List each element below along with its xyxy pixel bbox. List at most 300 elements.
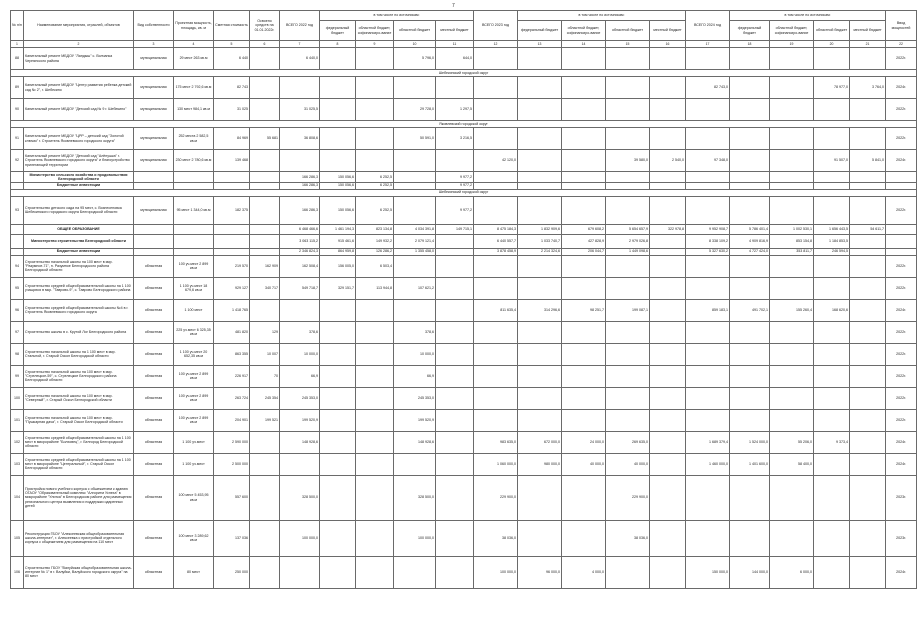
- header-group: в том числе по источникам:: [518, 11, 686, 21]
- table-cell: [11, 182, 24, 189]
- table-cell: [886, 172, 917, 183]
- table-cell: 104: [11, 475, 24, 520]
- table-cell: [250, 99, 280, 121]
- table-cell: [606, 321, 650, 343]
- section-title: Шебекинский городской округ: [11, 70, 917, 77]
- table-cell: 166 286,3: [280, 172, 320, 183]
- total-row: [11, 248, 917, 255]
- table-cell: 100: [11, 387, 24, 409]
- table-cell: 150 056,6: [320, 196, 356, 224]
- table-cell: [518, 409, 562, 431]
- table-cell: [320, 431, 356, 453]
- table-cell: 113 944,8: [356, 277, 394, 299]
- object-name-cell: Строительство средней общеобразовательной школы №4 в г. Строитель Яковлевского городского округа: [24, 299, 134, 321]
- table-cell: [394, 453, 436, 475]
- table-cell: [250, 224, 280, 234]
- table-cell: 166 286,3: [280, 196, 320, 224]
- table-cell: 1 100 уч.мест: [174, 453, 214, 475]
- table-cell: 97: [11, 321, 24, 343]
- table-cell: [850, 431, 886, 453]
- table-cell: 38 036,0: [606, 520, 650, 556]
- table-cell: [850, 255, 886, 277]
- table-cell: 4 909 816,9: [730, 234, 770, 248]
- table-cell: 99: [11, 365, 24, 387]
- table-cell: 58 400,0: [770, 453, 814, 475]
- table-cell: 100 000,0: [474, 556, 518, 588]
- table-cell: [650, 520, 686, 556]
- object-name-cell: Пристройка нового учебного корпуса с обшежитием к зданию ОГАОУ "Образовательный комплекс "Алгоритм Успеха" в микрорайоне "Улитка" в Белгородском районе для размещения регионального центра выявления и поддержки одаренных детей: [24, 475, 134, 520]
- column-index-cell: 6: [250, 41, 280, 48]
- table-cell: [650, 182, 686, 189]
- table-cell: [356, 128, 394, 150]
- table-cell: [650, 234, 686, 248]
- table-cell: [134, 172, 174, 183]
- table-cell: 96: [11, 299, 24, 321]
- table-cell: [850, 409, 886, 431]
- table-cell: 100 000,0: [394, 520, 436, 556]
- object-name-cell: Министерство строительства Белгородской области: [24, 234, 134, 248]
- table-cell: [814, 343, 850, 365]
- table-cell: 98: [11, 343, 24, 365]
- table-cell: [606, 77, 650, 99]
- table-cell: [562, 365, 606, 387]
- table-cell: [562, 343, 606, 365]
- object-name-cell: ОБЩЕЕ ОБРАЗОВАНИЕ: [24, 224, 134, 234]
- table-row: [11, 277, 917, 299]
- table-cell: [214, 172, 250, 183]
- header-cell: областной бюджет, софинансиро-вание: [562, 21, 606, 41]
- table-cell: 107 621,2: [394, 277, 436, 299]
- object-name-cell: Капитальный ремонт МБДОУ "Центр развития ребенка детский сад № 2", г. Шебекино: [24, 77, 134, 99]
- table-cell: областная: [134, 365, 174, 387]
- table-cell: 859 183,1: [686, 299, 730, 321]
- table-cell: [814, 182, 850, 189]
- table-cell: 94: [11, 255, 24, 277]
- column-index-cell: 5: [214, 41, 250, 48]
- column-index-cell: 14: [562, 41, 606, 48]
- object-name-cell: Строительство детского сада на 95 мест, с. Вознесеновка Шебекинского городского округа Белгородской области: [24, 196, 134, 224]
- table-row: [11, 150, 917, 172]
- table-cell: [11, 172, 24, 183]
- table-cell: [850, 99, 886, 121]
- table-cell: [650, 48, 686, 70]
- table-cell: [686, 128, 730, 150]
- table-cell: 230 мест 2 780,6 кв.м: [174, 150, 214, 172]
- table-row: [11, 99, 917, 121]
- header-cell: федеральный бюджет: [518, 21, 562, 41]
- table-cell: 39 580,0: [606, 150, 650, 172]
- table-cell: 88: [11, 48, 24, 70]
- table-cell: 54 611,7: [850, 224, 886, 234]
- table-cell: [686, 182, 730, 189]
- table-cell: [356, 150, 394, 172]
- table-cell: [814, 277, 850, 299]
- table-cell: 10 007: [250, 343, 280, 365]
- table-cell: [518, 321, 562, 343]
- table-cell: 226 917: [214, 365, 250, 387]
- table-cell: 225 уч.мест 6 325,35 кв.м: [174, 321, 214, 343]
- table-cell: [174, 234, 214, 248]
- table-cell: 2022г.: [886, 387, 917, 409]
- table-cell: [850, 556, 886, 588]
- table-cell: [770, 255, 814, 277]
- table-cell: [686, 321, 730, 343]
- table-cell: 100 мест 3 289,62 кв.м: [174, 520, 214, 556]
- header-group: в том числе по источникам:: [730, 11, 886, 21]
- column-index-cell: 4: [174, 41, 214, 48]
- table-cell: [214, 182, 250, 189]
- column-index-cell: 12: [474, 41, 518, 48]
- table-cell: [474, 48, 518, 70]
- table-cell: [606, 99, 650, 121]
- table-cell: 130 мест 984,1 кв.м: [174, 99, 214, 121]
- table-cell: [394, 299, 436, 321]
- table-cell: [474, 321, 518, 343]
- table-cell: [730, 77, 770, 99]
- table-cell: областная: [134, 343, 174, 365]
- table-cell: 97 348,0: [686, 150, 730, 172]
- table-cell: [320, 321, 356, 343]
- total-row: [11, 224, 917, 234]
- table-cell: 1 524 000,0: [730, 431, 770, 453]
- table-cell: 155 260,4: [770, 299, 814, 321]
- table-cell: [320, 453, 356, 475]
- header-cell: Освоено средств на 01.01.2022г.: [250, 11, 280, 41]
- table-cell: [770, 128, 814, 150]
- table-cell: [320, 299, 356, 321]
- table-cell: 1 418 765: [214, 299, 250, 321]
- table-cell: [730, 128, 770, 150]
- table-cell: [730, 409, 770, 431]
- column-index-cell: 17: [686, 41, 730, 48]
- table-cell: 250 000: [214, 556, 250, 588]
- table-cell: 24 000,0: [562, 431, 606, 453]
- table-cell: 40 000,0: [562, 453, 606, 475]
- table-cell: [730, 48, 770, 70]
- table-cell: [436, 150, 474, 172]
- table-cell: 42 120,0: [474, 150, 518, 172]
- table-cell: 166 286,3: [280, 182, 320, 189]
- table-cell: [730, 387, 770, 409]
- column-index-cell: 22: [886, 41, 917, 48]
- table-cell: [730, 475, 770, 520]
- table-cell: [436, 365, 474, 387]
- table-cell: 2022г.: [886, 365, 917, 387]
- table-cell: [356, 556, 394, 588]
- header-cell: областной бюджет: [606, 21, 650, 41]
- table-cell: 137 036: [214, 520, 250, 556]
- table-cell: 175 мест 2 792,6 кв.м: [174, 77, 214, 99]
- table-cell: [650, 299, 686, 321]
- column-index-cell: 11: [436, 41, 474, 48]
- table-cell: [436, 77, 474, 99]
- table-cell: [650, 431, 686, 453]
- table-cell: 481 820: [214, 321, 250, 343]
- table-cell: 353 811,7: [770, 248, 814, 255]
- header-cell: ВСЕГО 2023 год: [474, 11, 518, 41]
- table-cell: 329 151,7: [320, 277, 356, 299]
- table-cell: [686, 520, 730, 556]
- table-cell: 2022г.: [886, 48, 917, 70]
- table-cell: областная: [134, 453, 174, 475]
- table-cell: 314 296,6: [518, 299, 562, 321]
- table-cell: [650, 172, 686, 183]
- table-cell: 36 808,6: [280, 128, 320, 150]
- object-name-cell: Строительство ГБОУ "Валуйская общеобразовательная школа-интернат № 1" в г. Валуйки, Валуйского городского округа" на 80 мест: [24, 556, 134, 588]
- table-cell: [650, 387, 686, 409]
- table-cell: [850, 299, 886, 321]
- table-cell: 1 184 853,5: [814, 234, 850, 248]
- table-cell: 1 401 600,0: [730, 453, 770, 475]
- table-cell: [474, 277, 518, 299]
- table-cell: 1 060 000,0: [474, 453, 518, 475]
- table-cell: [518, 387, 562, 409]
- column-index-cell: 21: [850, 41, 886, 48]
- table-cell: [250, 520, 280, 556]
- table-cell: [730, 182, 770, 189]
- table-cell: [562, 48, 606, 70]
- table-row: [11, 431, 917, 453]
- table-cell: [770, 520, 814, 556]
- table-cell: 84 969: [214, 128, 250, 150]
- column-index-cell: 18: [730, 41, 770, 48]
- table-cell: [134, 182, 174, 189]
- table-cell: 2024г.: [886, 453, 917, 475]
- table-cell: 263 724: [214, 387, 250, 409]
- table-cell: [850, 48, 886, 70]
- object-name-cell: Строительство школы в с. Крутой Лог Белгородского района: [24, 321, 134, 343]
- table-cell: [814, 99, 850, 121]
- table-cell: [814, 520, 850, 556]
- table-cell: 1 100 уч.мест 20 652,35 кв.м: [174, 343, 214, 365]
- object-name-cell: Строительство средней общеобразовательной школы на 1 100 мест в микрорайоне "Болховец", г. Белгород Белгородской области: [24, 431, 134, 453]
- table-cell: 4 727 424,0: [730, 248, 770, 255]
- table-cell: [650, 99, 686, 121]
- table-cell: 199 521: [250, 409, 280, 431]
- table-cell: [474, 128, 518, 150]
- table-cell: [250, 48, 280, 70]
- table-cell: [518, 150, 562, 172]
- table-cell: 8 475 184,3: [474, 224, 518, 234]
- table-cell: [650, 343, 686, 365]
- table-cell: [436, 520, 474, 556]
- table-row: [11, 321, 917, 343]
- table-cell: 100 уч.мест 2 899 кв.м: [174, 409, 214, 431]
- table-cell: [436, 248, 474, 255]
- header-cell: Вид собственности: [134, 11, 174, 41]
- header-cell: областной бюджет, софинансиро-вание: [770, 21, 814, 41]
- table-cell: 1 449 098,6: [606, 248, 650, 255]
- table-cell: [814, 387, 850, 409]
- table-cell: 2 214 324,6: [518, 248, 562, 255]
- table-cell: 6 252,5: [356, 182, 394, 189]
- object-name-cell: Капитальный ремонт МБДОУ "Детский сад № 9 г. Шебекино": [24, 99, 134, 121]
- table-cell: 29 мест 263 кв.м: [174, 48, 214, 70]
- table-cell: [394, 150, 436, 172]
- table-cell: [436, 387, 474, 409]
- table-cell: 9 977,2: [436, 172, 474, 183]
- table-cell: [518, 343, 562, 365]
- table-cell: 6 000,0: [770, 556, 814, 588]
- column-index-cell: 2: [24, 41, 134, 48]
- table-cell: [320, 99, 356, 121]
- table-cell: [562, 409, 606, 431]
- table-cell: [770, 172, 814, 183]
- table-cell: 5 841,0: [850, 150, 886, 172]
- table-cell: 162 508,4: [280, 255, 320, 277]
- table-cell: 929 127: [214, 277, 250, 299]
- header-cell: № п/п: [11, 11, 24, 41]
- table-cell: [814, 128, 850, 150]
- table-cell: 5 327 630,2: [686, 248, 730, 255]
- table-cell: [174, 224, 214, 234]
- table-cell: [280, 299, 320, 321]
- table-cell: [686, 196, 730, 224]
- table-cell: [650, 409, 686, 431]
- table-cell: 10 000,0: [394, 343, 436, 365]
- table-cell: 106: [11, 556, 24, 588]
- table-cell: [174, 172, 214, 183]
- header-cell: областной бюджет: [394, 21, 436, 41]
- table-cell: 95: [11, 277, 24, 299]
- table-cell: [730, 150, 770, 172]
- table-cell: [356, 365, 394, 387]
- table-cell: 204 901: [214, 409, 250, 431]
- table-cell: [436, 556, 474, 588]
- table-cell: 206 044,7: [562, 248, 606, 255]
- table-cell: 491 702,1: [730, 299, 770, 321]
- table-cell: 2022г.: [886, 128, 917, 150]
- table-cell: [356, 321, 394, 343]
- table-cell: [518, 77, 562, 99]
- table-cell: [436, 321, 474, 343]
- table-cell: [250, 172, 280, 183]
- table-cell: [730, 321, 770, 343]
- table-cell: 78 977,0: [814, 77, 850, 99]
- table-cell: областная: [134, 520, 174, 556]
- table-cell: 1 832 909,6: [518, 224, 562, 234]
- table-cell: муниципальная: [134, 150, 174, 172]
- column-index-cell: 16: [650, 41, 686, 48]
- table-cell: 93: [11, 196, 24, 224]
- table-cell: [730, 196, 770, 224]
- table-cell: [474, 182, 518, 189]
- table-cell: [250, 475, 280, 520]
- header-cell: Сметная стоимость: [214, 11, 250, 41]
- table-cell: 148 928,6: [280, 431, 320, 453]
- table-cell: [814, 453, 850, 475]
- table-cell: 5 654 657,9: [606, 224, 650, 234]
- table-cell: [886, 234, 917, 248]
- table-body: [11, 41, 917, 589]
- table-cell: 40 000,0: [606, 453, 650, 475]
- table-cell: [886, 224, 917, 234]
- object-name-cell: Министерство сельского хозяйства и продовольствия Белгородской области: [24, 172, 134, 183]
- table-cell: [606, 409, 650, 431]
- table-cell: 144 000,0: [730, 556, 770, 588]
- table-cell: [814, 409, 850, 431]
- table-cell: 983 635,0: [474, 431, 518, 453]
- table-cell: 1 100 уч.мест: [174, 431, 214, 453]
- table-cell: 245 353,0: [280, 387, 320, 409]
- table-row: [11, 520, 917, 556]
- table-cell: [686, 277, 730, 299]
- table-cell: [320, 387, 356, 409]
- header-cell: областной бюджет, софинансиро-вание: [356, 21, 394, 41]
- table-cell: 199 520,9: [394, 409, 436, 431]
- table-cell: 105: [11, 520, 24, 556]
- table-cell: [320, 475, 356, 520]
- table-cell: [562, 128, 606, 150]
- table-cell: [436, 475, 474, 520]
- table-cell: областная: [134, 387, 174, 409]
- table-cell: 6 252,5: [356, 196, 394, 224]
- table-row: [11, 556, 917, 588]
- table-cell: 6 468 466,6: [280, 224, 320, 234]
- table-cell: [250, 556, 280, 588]
- table-cell: [250, 453, 280, 475]
- header-cell: ВСЕГО 2024 год: [686, 11, 730, 41]
- table-cell: 103: [11, 453, 24, 475]
- table-cell: 92: [11, 150, 24, 172]
- table-cell: 823 134,8: [356, 224, 394, 234]
- table-cell: 9 373,4: [814, 431, 850, 453]
- table-cell: 1 002 530,1: [770, 224, 814, 234]
- table-cell: [650, 196, 686, 224]
- table-cell: 915 461,6: [320, 234, 356, 248]
- table-cell: 2 590 000: [214, 431, 250, 453]
- column-index-cell: 7: [280, 41, 320, 48]
- table-cell: [436, 409, 474, 431]
- table-cell: [606, 182, 650, 189]
- table-row: [11, 196, 917, 224]
- table-cell: [436, 431, 474, 453]
- table-cell: [250, 77, 280, 99]
- table-cell: 6 503,4: [356, 255, 394, 277]
- table-cell: 66,9: [280, 365, 320, 387]
- table-cell: 3 764,0: [850, 77, 886, 99]
- table-cell: [770, 196, 814, 224]
- table-cell: [770, 475, 814, 520]
- table-cell: 150 056,6: [320, 182, 356, 189]
- table-cell: [686, 475, 730, 520]
- table-cell: [686, 99, 730, 121]
- table-cell: [356, 77, 394, 99]
- table-cell: [356, 48, 394, 70]
- table-cell: [134, 248, 174, 255]
- table-cell: 100 000,0: [280, 520, 320, 556]
- table-cell: 2022г.: [886, 343, 917, 365]
- table-cell: 1 033 740,7: [518, 234, 562, 248]
- table-cell: [850, 182, 886, 189]
- table-cell: 55 206,0: [770, 431, 814, 453]
- table-cell: [436, 234, 474, 248]
- object-name-cell: Капитальный ремонт МБДОУ "Ландыш" с. Волчанка Чернянского района: [24, 48, 134, 70]
- table-cell: [770, 182, 814, 189]
- table-cell: [436, 277, 474, 299]
- table-cell: 1 355 458,0: [394, 248, 436, 255]
- table-cell: 6 252,5: [356, 172, 394, 183]
- table-cell: 66,9: [394, 365, 436, 387]
- table-cell: 199 520,9: [280, 409, 320, 431]
- column-index-cell: 10: [394, 41, 436, 48]
- table-cell: 219 570: [214, 255, 250, 277]
- table-cell: [850, 196, 886, 224]
- table-row: [11, 48, 917, 70]
- table-cell: 3 878 458,9: [474, 248, 518, 255]
- table-cell: [134, 224, 174, 234]
- column-index-cell: 8: [320, 41, 356, 48]
